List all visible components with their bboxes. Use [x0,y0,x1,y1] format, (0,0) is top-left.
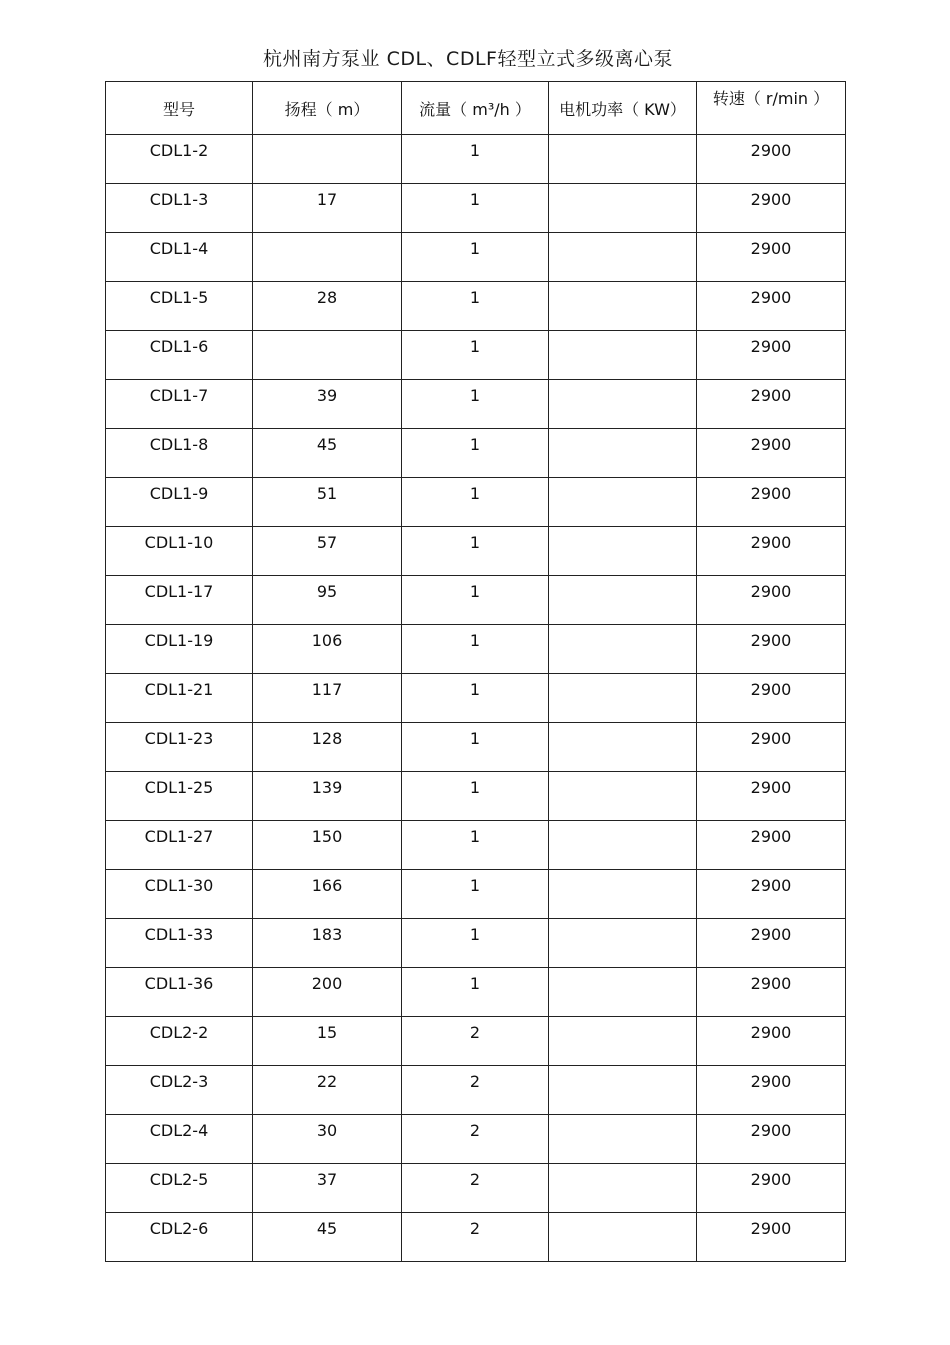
cell-flow: 1 [402,135,549,184]
cell-power [549,380,697,429]
cell-speed: 2900 [697,380,846,429]
cell-power [549,1115,697,1164]
cell-model: CDL1-17 [106,576,253,625]
table-row [106,331,846,380]
table-row [106,1213,846,1262]
cell-head: 150 [253,821,402,870]
table-header-row [106,82,846,135]
cell-speed: 2900 [697,331,846,380]
table-body [106,135,846,1262]
cell-head: 139 [253,772,402,821]
cell-speed: 2900 [697,282,846,331]
cell-head: 183 [253,919,402,968]
cell-power [549,821,697,870]
cell-flow: 1 [402,674,549,723]
cell-power [549,1017,697,1066]
cell-head: 28 [253,282,402,331]
cell-head: 128 [253,723,402,772]
cell-speed: 2900 [697,723,846,772]
table-row [106,772,846,821]
cell-flow: 1 [402,870,549,919]
cell-head [253,233,402,282]
cell-flow: 1 [402,576,549,625]
cell-power [549,1164,697,1213]
cell-model: CDL1-4 [106,233,253,282]
cell-model: CDL1-6 [106,331,253,380]
cell-speed: 2900 [697,772,846,821]
cell-power [549,184,697,233]
table-row [106,429,846,478]
cell-speed: 2900 [697,1213,846,1262]
table-row [106,968,846,1017]
table-row [106,723,846,772]
table-row [106,625,846,674]
cell-head: 45 [253,1213,402,1262]
cell-model: CDL1-2 [106,135,253,184]
cell-speed: 2900 [697,233,846,282]
cell-model: CDL1-5 [106,282,253,331]
cell-model: CDL1-36 [106,968,253,1017]
cell-flow: 1 [402,380,549,429]
table-row [106,1115,846,1164]
cell-speed: 2900 [697,919,846,968]
cell-speed: 2900 [697,527,846,576]
cell-power [549,1066,697,1115]
cell-flow: 1 [402,723,549,772]
cell-speed: 2900 [697,1017,846,1066]
table-row [106,821,846,870]
cell-flow: 2 [402,1213,549,1262]
cell-flow: 2 [402,1115,549,1164]
cell-model: CDL1-25 [106,772,253,821]
table-row [106,870,846,919]
cell-speed: 2900 [697,184,846,233]
cell-head: 30 [253,1115,402,1164]
cell-power [549,723,697,772]
column-header-model: 型号 [106,82,253,135]
cell-speed: 2900 [697,821,846,870]
cell-model: CDL1-3 [106,184,253,233]
table-row [106,576,846,625]
table-row [106,135,846,184]
cell-power [549,233,697,282]
cell-head: 106 [253,625,402,674]
pump-spec-table [105,81,846,1262]
cell-head: 200 [253,968,402,1017]
cell-power [549,1213,697,1262]
cell-speed: 2900 [697,1066,846,1115]
cell-power [549,870,697,919]
cell-power [549,674,697,723]
cell-speed: 2900 [697,674,846,723]
cell-model: CDL1-27 [106,821,253,870]
cell-power [549,919,697,968]
cell-head: 45 [253,429,402,478]
column-header-flow: 流量（ m³/h ） [402,82,549,135]
table-row [106,233,846,282]
cell-flow: 1 [402,968,549,1017]
table-row [106,380,846,429]
column-header-speed: 转速（ r/min ） [697,82,846,135]
cell-flow: 1 [402,331,549,380]
cell-head [253,331,402,380]
cell-speed: 2900 [697,625,846,674]
cell-power [549,331,697,380]
cell-model: CDL1-33 [106,919,253,968]
cell-power [549,772,697,821]
table-row [106,1017,846,1066]
cell-model: CDL1-8 [106,429,253,478]
cell-model: CDL2-4 [106,1115,253,1164]
cell-speed: 2900 [697,478,846,527]
cell-flow: 1 [402,429,549,478]
cell-head: 166 [253,870,402,919]
cell-speed: 2900 [697,1115,846,1164]
cell-speed: 2900 [697,429,846,478]
cell-power [549,429,697,478]
cell-flow: 1 [402,772,549,821]
cell-flow: 2 [402,1017,549,1066]
cell-head: 22 [253,1066,402,1115]
cell-power [549,527,697,576]
cell-speed: 2900 [697,576,846,625]
column-header-power: 电机功率（ KW） [549,82,697,135]
cell-speed: 2900 [697,968,846,1017]
cell-speed: 2900 [697,870,846,919]
column-header-head: 扬程（ m） [253,82,402,135]
cell-model: CDL1-30 [106,870,253,919]
table-row [106,674,846,723]
cell-power [549,625,697,674]
cell-flow: 1 [402,233,549,282]
cell-power [549,576,697,625]
table-row [106,282,846,331]
cell-head: 51 [253,478,402,527]
cell-model: CDL2-2 [106,1017,253,1066]
cell-power [549,968,697,1017]
cell-power [549,135,697,184]
cell-flow: 1 [402,478,549,527]
cell-model: CDL1-23 [106,723,253,772]
cell-flow: 1 [402,919,549,968]
cell-model: CDL1-21 [106,674,253,723]
table-row [106,1066,846,1115]
cell-head: 57 [253,527,402,576]
cell-model: CDL2-5 [106,1164,253,1213]
cell-power [549,478,697,527]
table-row [106,919,846,968]
cell-flow: 1 [402,527,549,576]
cell-flow: 1 [402,282,549,331]
cell-model: CDL2-3 [106,1066,253,1115]
table-row [106,1164,846,1213]
cell-flow: 1 [402,821,549,870]
cell-head: 39 [253,380,402,429]
table-row [106,527,846,576]
cell-model: CDL2-6 [106,1213,253,1262]
cell-model: CDL1-19 [106,625,253,674]
table-row [106,478,846,527]
cell-flow: 1 [402,184,549,233]
cell-head: 17 [253,184,402,233]
cell-flow: 2 [402,1164,549,1213]
table-row [106,184,846,233]
cell-power [549,282,697,331]
cell-model: CDL1-7 [106,380,253,429]
cell-head: 95 [253,576,402,625]
cell-head: 15 [253,1017,402,1066]
cell-flow: 2 [402,1066,549,1115]
cell-head [253,135,402,184]
cell-head: 117 [253,674,402,723]
page-title: 杭州南方泵业 CDL、CDLF轻型立式多级离心泵 [263,48,673,70]
cell-flow: 1 [402,625,549,674]
cell-speed: 2900 [697,135,846,184]
cell-speed: 2900 [697,1164,846,1213]
cell-head: 37 [253,1164,402,1213]
cell-model: CDL1-10 [106,527,253,576]
cell-model: CDL1-9 [106,478,253,527]
